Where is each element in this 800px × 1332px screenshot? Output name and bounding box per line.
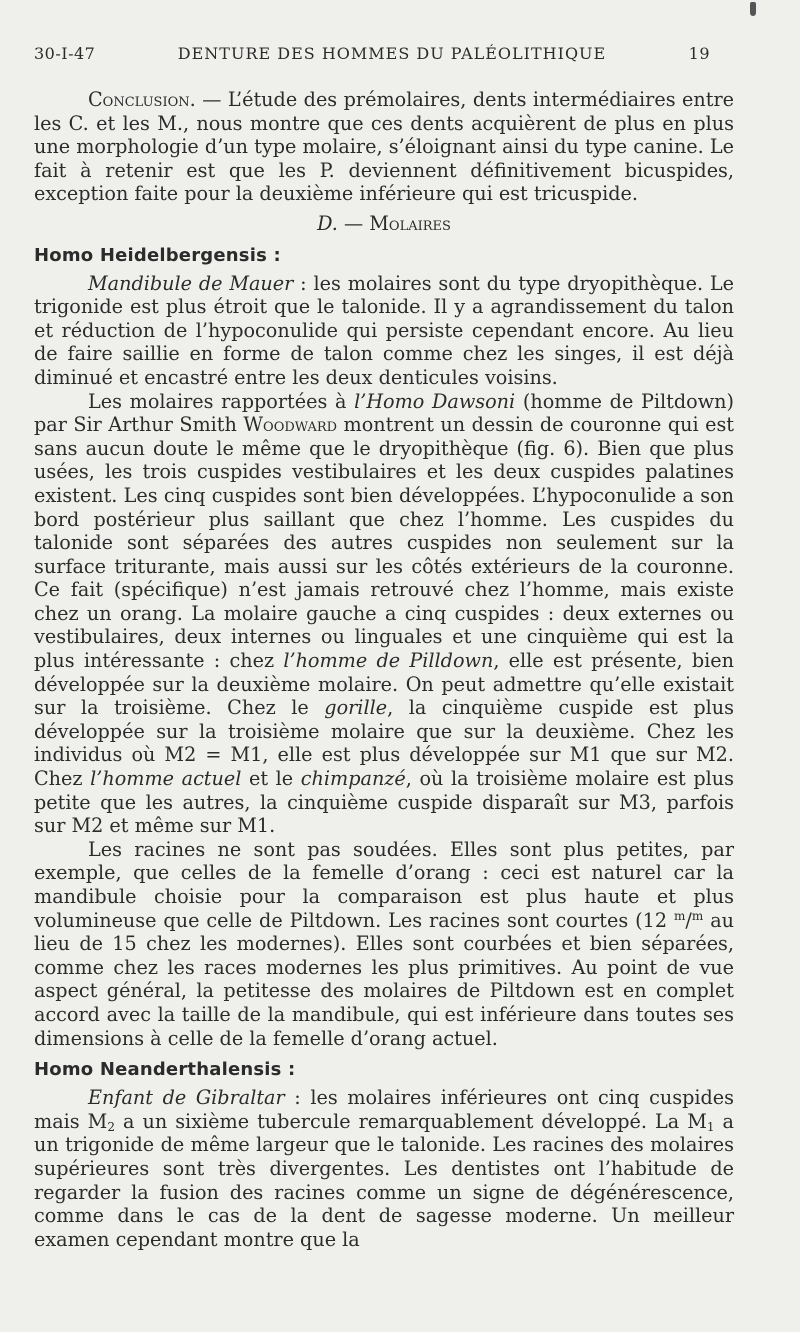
running-header — [34, 44, 710, 63]
italic-run: gorille — [324, 696, 388, 720]
conclusion-paragraph — [34, 88, 734, 206]
italic-run: l’homme actuel — [90, 767, 242, 791]
heidelbergensis-heading: Homo Heidelbergensis : — [34, 244, 281, 266]
unit-superscript: m — [674, 908, 686, 923]
text-run: et le — [241, 767, 301, 791]
text-run: , elle est présente, bien développée sur la deuxième molaire. On peut admettre qu’elle existait sur la troisième. Chez le — [34, 649, 734, 720]
header-date: 30-I-47 — [34, 44, 96, 63]
section-title: Molaires — [369, 211, 451, 235]
text-run: , où la troisième molaire est plus petite que les autres, la cinquième cuspide disparaît sur M3, parfois sur M2 et même sur M1. — [34, 767, 735, 838]
mauer-paragraph — [34, 272, 734, 390]
section-dash: — — [337, 211, 370, 235]
text-run: montrent un dessin de couronne qui est sans aucun doute le même que le dryopithèque (fig. 6). Bien que plus usées, les trois cuspides vestibulaires et les deux cuspides palatines existent. Les cinq cuspides sont bien développées. L’hypoconulide a son bord postérieur plus saillant que chez l’homme. Les cuspides du talonide sont séparées des autres cuspides non seulement sur la surface triturante, mais aussi sur les côtés extérieurs de la couronne. Ce fait (spécifique) n’est jamais retrouvé chez l’homme, mais existe chez un orang. La molaire gauche a cinq cuspides : deux externes ou vestibulaires, deux internes ou linguales et une cinquième qui est la plus intéressante : chez — [34, 413, 734, 673]
mauer-title: Mandibule de Mauer — [88, 271, 294, 295]
roots-paragraph — [34, 838, 734, 1050]
gibraltar-title: Enfant de Gibraltar — [88, 1086, 285, 1110]
unit-slash: / — [685, 908, 692, 932]
mauer-text: : les molaires sont du type dryopithèque. Le trigonide est plus étroit que le talonide. Il y a agrandissement du talon et réduction de l’hypoconulide qui persiste cependant encore. Au lieu de faire saillie en forme de talon comme chez les singes, il est déjà diminué et encastré entre les deux denticules voisins. — [34, 271, 734, 389]
text-run: Les racines ne sont pas soudées. Elles sont plus petites, par exemple, que celles de la femelle d’orang : ceci est naturel car la mandibule choisie pour la comparaison est plus haute et plus volumineuse que celle de Piltdown. Les racines sont courtes (12 — [34, 837, 734, 932]
neanderthalensis-heading: Homo Neanderthalensis : — [34, 1059, 296, 1081]
italic-run: l’homme de Pilldown — [283, 649, 494, 673]
text-run: a un trigonide de même largeur que le talonide. Les racines des molaires supérieures sont très divergentes. Les dentistes ont l’habitude de regarder la fusion des racines comme un signe de dégénérescence, comme dans le cas de la dent de sagesse moderne. Un meilleur examen cependant montre que la — [34, 1109, 734, 1251]
unit-superscript: m — [691, 908, 704, 923]
text-run: a un sixième tubercule remarquablement développé. La M — [114, 1109, 707, 1133]
author-name: Woodward — [243, 413, 338, 437]
text-run: au lieu de 15 chez les modernes). Elles sont courbées et bien séparées, comme chez les races modernes les plus primitives. Au point de vue aspect général, la petitesse des molaires de Piltdown est en complet accord avec la taille de la mandibule, qui est inférieure dans toutes ses dimensions à celle de la femelle d’orang actuel. — [34, 908, 734, 1050]
header-title: DENTURE DES HOMMES DU PALÉOLITHIQUE — [177, 44, 607, 63]
subscript: 2 — [107, 1119, 115, 1134]
subscript: 1 — [706, 1119, 715, 1134]
gibraltar-paragraph — [34, 1086, 734, 1251]
ink-mark — [750, 2, 756, 16]
conclusion-text: — L’étude des prémolaires, dents intermédiaires entre les C. et les M., nous montre que ces dents acquièrent de plus en plus une morphologie d’un type molaire, s’éloignant ainsi du type canine. Le fait à retenir est que les P. deviennent définitivement bicuspides, exception faite pour la deuxième inférieure qui est tricuspide. — [34, 88, 734, 206]
section-heading — [34, 212, 734, 236]
text-run: Les molaires rapportées à — [88, 389, 355, 413]
text-run: , la cinquième cuspide est plus développée sur la troisième molaire que sur la deuxième. Chez les individus où M2 = M1, elle est plus développée sur M1 que sur M2. Chez — [34, 696, 734, 791]
text-run: (homme de Piltdown) par Sir Arthur Smith — [34, 389, 734, 437]
italic-run: l’Homo Dawsoni — [354, 389, 516, 413]
italic-run: chimpanzé — [300, 767, 406, 791]
section-letter: D. — [317, 211, 338, 235]
piltdown-paragraph — [34, 390, 734, 838]
page-number: 19 — [688, 44, 710, 63]
body-text — [34, 88, 734, 1251]
text-run: : les molaires inférieures ont cinq cuspides mais M — [34, 1086, 734, 1133]
conclusion-label: Conclusion. — [88, 88, 196, 111]
